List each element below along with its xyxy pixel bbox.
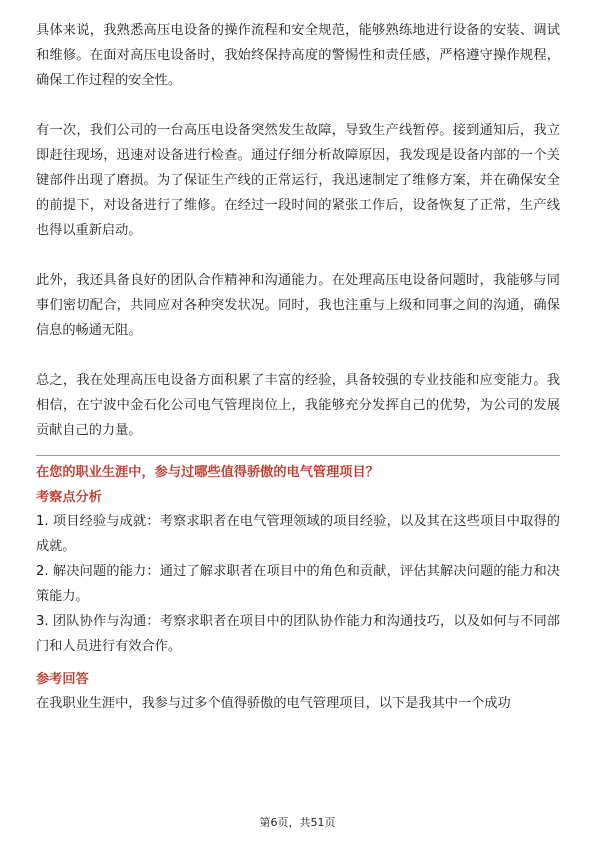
interview-question: 在您的职业生涯中，参与过哪些值得骄傲的电气管理项目？ bbox=[36, 465, 379, 480]
paragraph-3: 此外，我还具备良好的团队合作精神和沟通能力。在处理高压电设备问题时，我能够与同事们密切配合，共同应对各种突发状况。同时，我也注重与上级和同事之间的沟通，确保信息的畅通无阻。 bbox=[36, 273, 560, 338]
analysis-title: 考察点分析 bbox=[36, 490, 102, 505]
paragraph-2: 有一次，我们公司的一台高压电设备突然发生故障，导致生产线暂停。接到通知后，我立即赶往现场，迅速对设备进行检查。通过仔细分析故障原因，我发现是设备内部的一个关键部件出现了磨损。为了保证生产线的正常运行，我迅速制定了维修方案，并在确保安全的前提下，对设备进行了维修。在经过一段时间的紧张工作后，设备恢复了正常，生产线也得以重新启动。 bbox=[36, 123, 560, 238]
page-footer: 第6页，共51页 bbox=[259, 816, 336, 829]
paragraph-4: 总之，我在处理高压电设备方面积累了丰富的经验，具备较强的专业技能和应变能力。我相信，在宁波中金石化公司电气管理岗位上，我能够充分发挥自己的优势，为公司的发展贡献自己的力量。 bbox=[36, 373, 560, 438]
analysis-item-3: 3. 团队协作与沟通：考察求职者在项目中的团队协作能力和沟通技巧，以及如何与不同部门和人员进行有效合作。 bbox=[36, 614, 560, 654]
answer-title: 参考回答 bbox=[36, 672, 89, 687]
analysis-item-1: 1. 项目经验与成就：考察求职者在电气管理领域的项目经验，以及其在这些项目中取得的成就。 bbox=[36, 514, 560, 554]
answer-text: 在我职业生涯中，我参与过多个值得骄傲的电气管理项目，以下是我其中一个成功 bbox=[36, 696, 511, 711]
paragraph-1: 具体来说，我熟悉高压电设备的操作流程和安全规范，能够熟练地进行设备的安装、调试和维修。在面对高压电设备时，我始终保持高度的警惕性和责任感，严格遵守操作规程，确保工作过程的安全性。 bbox=[36, 23, 560, 88]
section-divider bbox=[36, 455, 560, 456]
document-body bbox=[36, 18, 560, 716]
analysis-item-2: 2. 解决问题的能力：通过了解求职者在项目中的角色和贡献，评估其解决问题的能力和决策能力。 bbox=[36, 564, 560, 604]
